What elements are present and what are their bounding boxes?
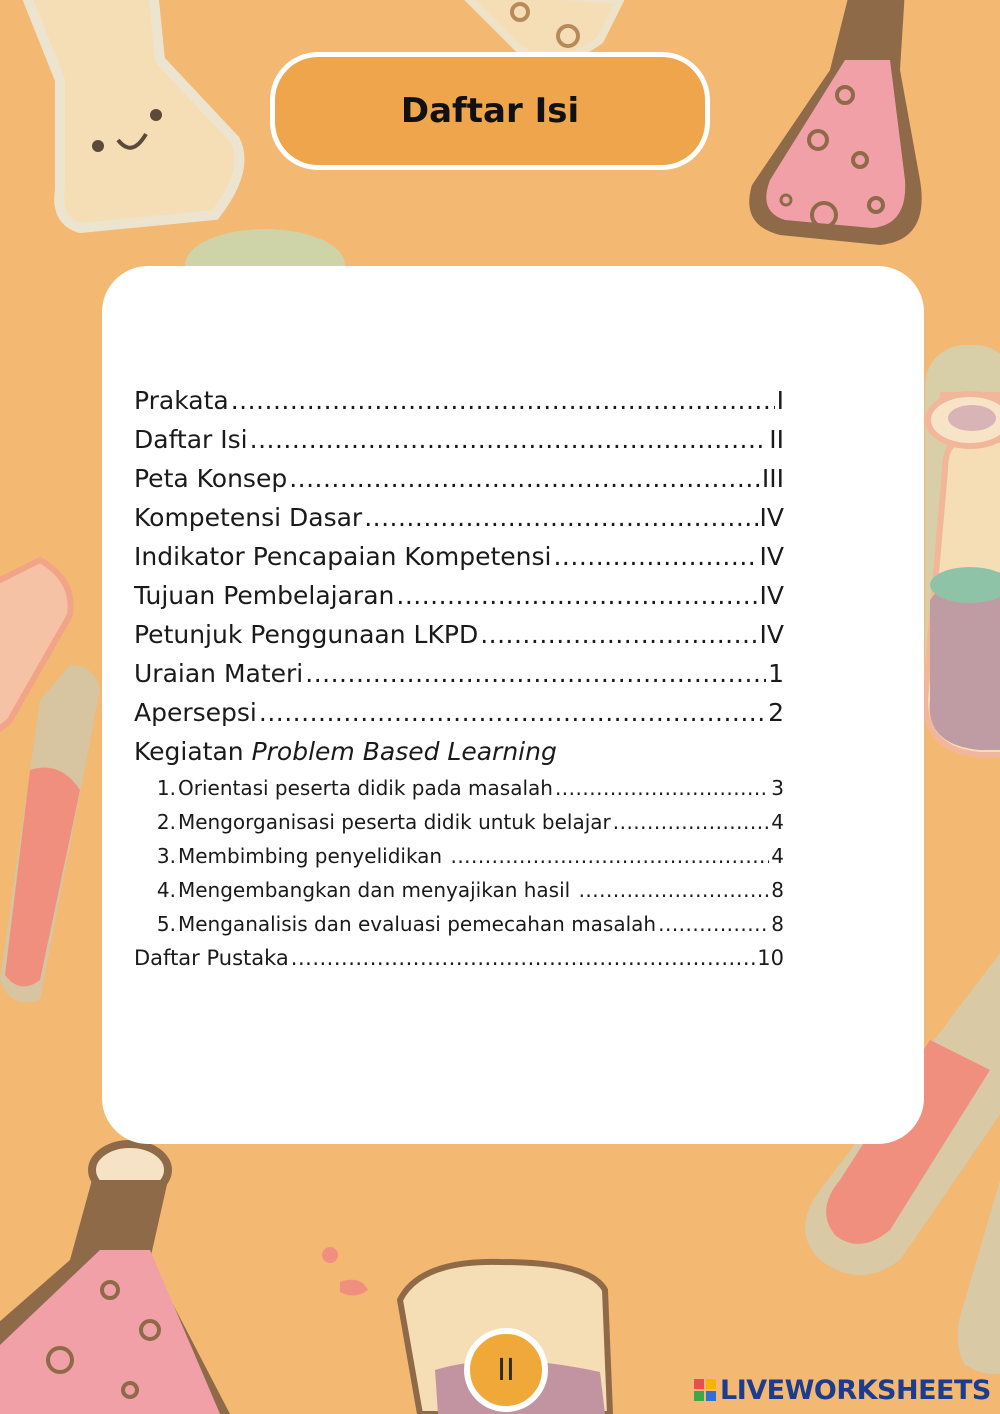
- toc-leader-dots: [555, 776, 769, 800]
- toc-sub-page: 4: [771, 810, 784, 834]
- toc-sub-page: 8: [771, 912, 784, 936]
- toc-entry: [134, 581, 784, 620]
- toc-leader-dots: [396, 581, 757, 610]
- toc-leader-dots: [364, 503, 757, 532]
- toc-leader-dots: [231, 386, 775, 415]
- toc-leader-dots: [658, 912, 769, 936]
- toc-entry-page: II: [769, 425, 784, 454]
- flask-smiley-icon: [20, 0, 240, 228]
- toc-sub-entry: [134, 878, 784, 912]
- toc-entry-label: Tujuan Pembelajaran: [134, 581, 395, 610]
- toc-entry: [134, 698, 784, 737]
- toc-entry: [134, 659, 784, 698]
- toc-entry-label: Uraian Materi: [134, 659, 304, 688]
- toc-sub-entry: [134, 810, 784, 844]
- toc-entry: [134, 503, 784, 542]
- beaker-icon: [322, 1247, 610, 1414]
- toc-sub-number: 1.: [156, 776, 176, 800]
- toc-entry: [134, 946, 784, 980]
- toc-leader-dots: [450, 844, 769, 868]
- toc-entry-page: 2: [768, 698, 784, 727]
- toc-entry-label: Kompetensi Dasar: [134, 503, 363, 532]
- toc-entry-label: Petunjuk Penggunaan LKPD: [134, 620, 479, 649]
- toc-entry: [134, 386, 784, 425]
- toc-entry-page: IV: [759, 581, 784, 610]
- toc-entry-page: 10: [757, 946, 784, 970]
- toc-entry-label: Indikator Pencapaian Kompetensi: [134, 542, 552, 571]
- toc-leader-dots: [250, 425, 768, 454]
- toc-leader-dots: [291, 946, 755, 970]
- page-title: Daftar Isi: [400, 91, 580, 131]
- test-tube-icon: [0, 560, 100, 1003]
- toc-entry-label: Apersepsi: [134, 698, 257, 727]
- toc-sub-page: 8: [771, 878, 784, 902]
- page-number-badge: [464, 1328, 548, 1412]
- toc-leader-dots: [305, 659, 766, 688]
- brand-logo: [694, 1370, 991, 1410]
- toc-leader-dots: [553, 542, 757, 571]
- toc-entry: [134, 620, 784, 659]
- toc-entry-page: 1: [768, 659, 784, 688]
- toc-entry-label: Prakata: [134, 386, 229, 415]
- toc-sub-page: 4: [771, 844, 784, 868]
- toc-sub-entry: [134, 912, 784, 946]
- toc-sub-label: Menganalisis dan evaluasi pemecahan masalah: [178, 912, 657, 936]
- page-number: II: [497, 1352, 515, 1388]
- toc-sub-entry: [134, 844, 784, 878]
- toc-leader-dots: [289, 464, 760, 493]
- toc-sub-label: Membimbing penyelidikan: [178, 844, 449, 868]
- toc-sub-entry: [134, 776, 784, 810]
- toc-entry-label: Daftar Pustaka: [134, 946, 289, 970]
- toc-entry: [134, 542, 784, 581]
- brand-logo-icon: [694, 1379, 716, 1401]
- toc-entry: [134, 464, 784, 503]
- beaker-icon: [925, 345, 1000, 755]
- toc-sub-number: 5.: [156, 912, 176, 936]
- toc-leader-dots: [259, 698, 766, 727]
- section-heading-prefix: Kegiatan: [134, 737, 252, 766]
- test-tube-icon: [460, 0, 620, 58]
- toc-sub-number: 3.: [156, 844, 176, 868]
- toc-sub-label: Orientasi peserta didik pada masalah: [178, 776, 553, 800]
- section-heading-italic: Problem Based Learning: [251, 737, 557, 766]
- toc-section-heading: [134, 737, 784, 776]
- toc-sub-page: 3: [771, 776, 784, 800]
- toc-leader-dots: [613, 810, 770, 834]
- title-banner: [270, 52, 710, 170]
- toc-leader-dots: [480, 620, 757, 649]
- brand-name: LIVEWORKSHEETS: [720, 1374, 991, 1406]
- toc-entry-page: III: [761, 464, 784, 493]
- toc-entry-page: IV: [759, 503, 784, 532]
- toc-entry: [134, 425, 784, 464]
- toc-entry-page: I: [776, 386, 784, 415]
- toc-entry-page: IV: [759, 620, 784, 649]
- toc-sub-label: Mengorganisasi peserta didik untuk belajar: [178, 810, 611, 834]
- toc-sub-label: Mengembangkan dan menyajikan hasil: [178, 878, 577, 902]
- toc-entry-label: Peta Konsep: [134, 464, 288, 493]
- toc-sub-number: 4.: [156, 878, 176, 902]
- toc-sub-number: 2.: [156, 810, 176, 834]
- erlenmeyer-flask-icon: [749, 0, 921, 245]
- toc-entry-page: IV: [759, 542, 784, 571]
- table-of-contents: [134, 386, 784, 980]
- toc-leader-dots: [579, 878, 770, 902]
- toc-entry-label: Daftar Isi: [134, 425, 248, 454]
- erlenmeyer-flask-icon: [0, 1144, 230, 1414]
